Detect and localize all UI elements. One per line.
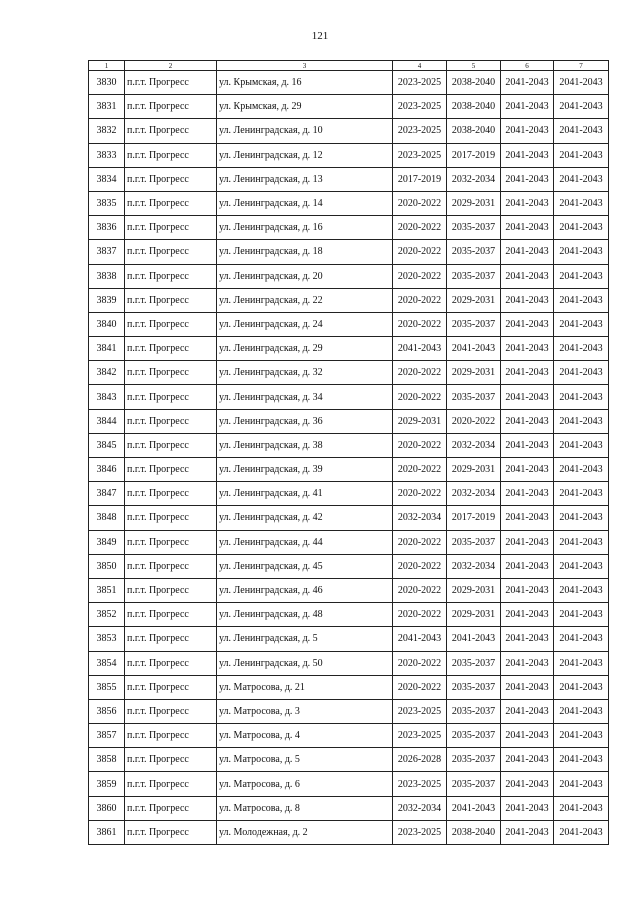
table-row — [89, 772, 609, 796]
settlement-cell: п.г.т. Прогресс — [125, 724, 217, 748]
period-cell: 2032-2034 — [393, 796, 447, 820]
period-cell: 2023-2025 — [393, 724, 447, 748]
row-number: 3840 — [89, 312, 125, 336]
row-number: 3859 — [89, 772, 125, 796]
address-cell: ул. Ленинградская, д. 22 — [217, 288, 393, 312]
period-cell: 2041-2043 — [501, 433, 554, 457]
period-cell: 2041-2043 — [554, 603, 609, 627]
period-cell: 2026-2028 — [393, 748, 447, 772]
address-cell: ул. Крымская, д. 29 — [217, 95, 393, 119]
table-row — [89, 530, 609, 554]
settlement-cell: п.г.т. Прогресс — [125, 796, 217, 820]
period-cell: 2041-2043 — [501, 748, 554, 772]
settlement-cell: п.г.т. Прогресс — [125, 699, 217, 723]
table-row — [89, 409, 609, 433]
address-cell: ул. Матросова, д. 3 — [217, 699, 393, 723]
table-row — [89, 191, 609, 215]
period-cell: 2041-2043 — [554, 191, 609, 215]
period-cell: 2020-2022 — [393, 312, 447, 336]
column-header: 4 — [393, 61, 447, 71]
period-cell: 2041-2043 — [501, 530, 554, 554]
period-cell: 2035-2037 — [447, 240, 501, 264]
address-cell: ул. Матросова, д. 5 — [217, 748, 393, 772]
period-cell: 2023-2025 — [393, 699, 447, 723]
row-number: 3851 — [89, 578, 125, 602]
period-cell: 2020-2022 — [393, 240, 447, 264]
period-cell: 2041-2043 — [501, 627, 554, 651]
column-header: 7 — [554, 61, 609, 71]
table-row — [89, 627, 609, 651]
address-cell: ул. Матросова, д. 4 — [217, 724, 393, 748]
row-number: 3831 — [89, 95, 125, 119]
period-cell: 2041-2043 — [393, 627, 447, 651]
period-cell: 2020-2022 — [393, 288, 447, 312]
period-cell: 2041-2043 — [554, 748, 609, 772]
address-cell: ул. Ленинградская, д. 46 — [217, 578, 393, 602]
settlement-cell: п.г.т. Прогресс — [125, 554, 217, 578]
period-cell: 2041-2043 — [554, 240, 609, 264]
settlement-cell: п.г.т. Прогресс — [125, 433, 217, 457]
period-cell: 2041-2043 — [501, 71, 554, 95]
period-cell: 2041-2043 — [447, 627, 501, 651]
address-cell: ул. Ленинградская, д. 50 — [217, 651, 393, 675]
address-cell: ул. Ленинградская, д. 32 — [217, 361, 393, 385]
row-number: 3839 — [89, 288, 125, 312]
row-number: 3847 — [89, 482, 125, 506]
address-cell: ул. Матросова, д. 8 — [217, 796, 393, 820]
period-cell: 2041-2043 — [501, 603, 554, 627]
period-cell: 2041-2043 — [501, 240, 554, 264]
address-cell: ул. Ленинградская, д. 39 — [217, 458, 393, 482]
period-cell: 2017-2019 — [447, 143, 501, 167]
table-row — [89, 796, 609, 820]
table-row — [89, 578, 609, 602]
column-header: 2 — [125, 61, 217, 71]
row-number: 3844 — [89, 409, 125, 433]
table-body — [89, 71, 609, 845]
address-cell: ул. Ленинградская, д. 16 — [217, 216, 393, 240]
period-cell: 2041-2043 — [554, 699, 609, 723]
settlement-cell: п.г.т. Прогресс — [125, 627, 217, 651]
address-cell: ул. Матросова, д. 21 — [217, 675, 393, 699]
table-row — [89, 337, 609, 361]
period-cell: 2041-2043 — [501, 651, 554, 675]
period-cell: 2038-2040 — [447, 119, 501, 143]
address-cell: ул. Ленинградская, д. 36 — [217, 409, 393, 433]
period-cell: 2035-2037 — [447, 216, 501, 240]
row-number: 3856 — [89, 699, 125, 723]
address-cell: ул. Ленинградская, д. 14 — [217, 191, 393, 215]
period-cell: 2041-2043 — [554, 554, 609, 578]
period-cell: 2035-2037 — [447, 724, 501, 748]
settlement-cell: п.г.т. Прогресс — [125, 167, 217, 191]
address-cell: ул. Ленинградская, д. 44 — [217, 530, 393, 554]
period-cell: 2041-2043 — [554, 312, 609, 336]
settlement-cell: п.г.т. Прогресс — [125, 264, 217, 288]
period-cell: 2041-2043 — [501, 337, 554, 361]
settlement-cell: п.г.т. Прогресс — [125, 385, 217, 409]
settlement-cell: п.г.т. Прогресс — [125, 216, 217, 240]
period-cell: 2041-2043 — [501, 675, 554, 699]
period-cell: 2041-2043 — [554, 578, 609, 602]
period-cell: 2041-2043 — [554, 724, 609, 748]
address-cell: ул. Ленинградская, д. 38 — [217, 433, 393, 457]
address-cell: ул. Крымская, д. 16 — [217, 71, 393, 95]
table-row — [89, 651, 609, 675]
table-row — [89, 361, 609, 385]
period-cell: 2038-2040 — [447, 820, 501, 844]
address-cell: ул. Ленинградская, д. 45 — [217, 554, 393, 578]
period-cell: 2041-2043 — [501, 191, 554, 215]
settlement-cell: п.г.т. Прогресс — [125, 71, 217, 95]
table-row — [89, 119, 609, 143]
table-row — [89, 288, 609, 312]
column-header: 3 — [217, 61, 393, 71]
period-cell: 2041-2043 — [554, 385, 609, 409]
period-cell: 2020-2022 — [393, 651, 447, 675]
period-cell: 2023-2025 — [393, 71, 447, 95]
row-number: 3830 — [89, 71, 125, 95]
period-cell: 2035-2037 — [447, 312, 501, 336]
period-cell: 2032-2034 — [447, 167, 501, 191]
row-number: 3837 — [89, 240, 125, 264]
period-cell: 2041-2043 — [501, 288, 554, 312]
period-cell: 2041-2043 — [447, 337, 501, 361]
period-cell: 2041-2043 — [554, 772, 609, 796]
period-cell: 2020-2022 — [393, 603, 447, 627]
table-row — [89, 699, 609, 723]
period-cell: 2029-2031 — [393, 409, 447, 433]
period-cell: 2023-2025 — [393, 772, 447, 796]
column-header: 1 — [89, 61, 125, 71]
period-cell: 2023-2025 — [393, 95, 447, 119]
row-number: 3858 — [89, 748, 125, 772]
settlement-cell: п.г.т. Прогресс — [125, 651, 217, 675]
row-number: 3834 — [89, 167, 125, 191]
period-cell: 2029-2031 — [447, 361, 501, 385]
period-cell: 2041-2043 — [554, 119, 609, 143]
row-number: 3843 — [89, 385, 125, 409]
period-cell: 2041-2043 — [501, 820, 554, 844]
period-cell: 2035-2037 — [447, 675, 501, 699]
row-number: 3860 — [89, 796, 125, 820]
period-cell: 2041-2043 — [554, 167, 609, 191]
period-cell: 2017-2019 — [393, 167, 447, 191]
period-cell: 2041-2043 — [554, 71, 609, 95]
period-cell: 2032-2034 — [447, 433, 501, 457]
period-cell: 2041-2043 — [501, 458, 554, 482]
settlement-cell: п.г.т. Прогресс — [125, 772, 217, 796]
row-number: 3845 — [89, 433, 125, 457]
table-row — [89, 506, 609, 530]
period-cell: 2041-2043 — [501, 385, 554, 409]
address-cell: ул. Ленинградская, д. 18 — [217, 240, 393, 264]
row-number: 3853 — [89, 627, 125, 651]
settlement-cell: п.г.т. Прогресс — [125, 409, 217, 433]
period-cell: 2020-2022 — [393, 264, 447, 288]
row-number: 3848 — [89, 506, 125, 530]
period-cell: 2020-2022 — [393, 554, 447, 578]
period-cell: 2041-2043 — [501, 361, 554, 385]
period-cell: 2041-2043 — [554, 796, 609, 820]
address-cell: ул. Ленинградская, д. 5 — [217, 627, 393, 651]
row-number: 3850 — [89, 554, 125, 578]
period-cell: 2023-2025 — [393, 143, 447, 167]
row-number: 3841 — [89, 337, 125, 361]
period-cell: 2032-2034 — [447, 554, 501, 578]
period-cell: 2029-2031 — [447, 191, 501, 215]
settlement-cell: п.г.т. Прогресс — [125, 578, 217, 602]
settlement-cell: п.г.т. Прогресс — [125, 119, 217, 143]
address-cell: ул. Ленинградская, д. 24 — [217, 312, 393, 336]
period-cell: 2041-2043 — [554, 337, 609, 361]
settlement-cell: п.г.т. Прогресс — [125, 95, 217, 119]
settlement-cell: п.г.т. Прогресс — [125, 191, 217, 215]
table-row — [89, 71, 609, 95]
period-cell: 2020-2022 — [393, 675, 447, 699]
period-cell: 2041-2043 — [554, 675, 609, 699]
period-cell: 2038-2040 — [447, 95, 501, 119]
address-cell: ул. Ленинградская, д. 12 — [217, 143, 393, 167]
period-cell: 2020-2022 — [393, 530, 447, 554]
period-cell: 2041-2043 — [501, 143, 554, 167]
period-cell: 2020-2022 — [447, 409, 501, 433]
settlement-cell: п.г.т. Прогресс — [125, 820, 217, 844]
row-number: 3852 — [89, 603, 125, 627]
settlement-cell: п.г.т. Прогресс — [125, 482, 217, 506]
period-cell: 2029-2031 — [447, 288, 501, 312]
period-cell: 2032-2034 — [393, 506, 447, 530]
period-cell: 2035-2037 — [447, 772, 501, 796]
period-cell: 2020-2022 — [393, 191, 447, 215]
address-cell: ул. Матросова, д. 6 — [217, 772, 393, 796]
table-row — [89, 143, 609, 167]
period-cell: 2035-2037 — [447, 699, 501, 723]
period-cell: 2041-2043 — [501, 264, 554, 288]
period-cell: 2041-2043 — [501, 312, 554, 336]
period-cell: 2041-2043 — [501, 216, 554, 240]
address-cell: ул. Ленинградская, д. 13 — [217, 167, 393, 191]
row-number: 3849 — [89, 530, 125, 554]
row-number: 3854 — [89, 651, 125, 675]
table-row — [89, 603, 609, 627]
address-cell: ул. Ленинградская, д. 29 — [217, 337, 393, 361]
period-cell: 2041-2043 — [554, 143, 609, 167]
settlement-cell: п.г.т. Прогресс — [125, 288, 217, 312]
period-cell: 2041-2043 — [554, 409, 609, 433]
column-header: 5 — [447, 61, 501, 71]
period-cell: 2032-2034 — [447, 482, 501, 506]
row-number: 3833 — [89, 143, 125, 167]
period-cell: 2041-2043 — [501, 772, 554, 796]
period-cell: 2041-2043 — [554, 433, 609, 457]
table-header-row — [89, 61, 609, 71]
settlement-cell: п.г.т. Прогресс — [125, 312, 217, 336]
period-cell: 2041-2043 — [393, 337, 447, 361]
row-number: 3832 — [89, 119, 125, 143]
period-cell: 2041-2043 — [501, 482, 554, 506]
row-number: 3838 — [89, 264, 125, 288]
table-row — [89, 240, 609, 264]
period-cell: 2041-2043 — [501, 724, 554, 748]
table-row — [89, 385, 609, 409]
settlement-cell: п.г.т. Прогресс — [125, 506, 217, 530]
period-cell: 2035-2037 — [447, 264, 501, 288]
table-row — [89, 675, 609, 699]
period-cell: 2035-2037 — [447, 651, 501, 675]
period-cell: 2029-2031 — [447, 603, 501, 627]
row-number: 3857 — [89, 724, 125, 748]
settlement-cell: п.г.т. Прогресс — [125, 240, 217, 264]
period-cell: 2041-2043 — [501, 409, 554, 433]
period-cell: 2029-2031 — [447, 578, 501, 602]
table-row — [89, 748, 609, 772]
table-row — [89, 458, 609, 482]
period-cell: 2029-2031 — [447, 458, 501, 482]
period-cell: 2020-2022 — [393, 433, 447, 457]
settlement-cell: п.г.т. Прогресс — [125, 748, 217, 772]
period-cell: 2041-2043 — [554, 627, 609, 651]
settlement-cell: п.г.т. Прогресс — [125, 361, 217, 385]
period-cell: 2041-2043 — [554, 651, 609, 675]
period-cell: 2035-2037 — [447, 385, 501, 409]
settlement-cell: п.г.т. Прогресс — [125, 603, 217, 627]
page-number: 121 — [311, 30, 329, 42]
row-number: 3855 — [89, 675, 125, 699]
period-cell: 2017-2019 — [447, 506, 501, 530]
period-cell: 2041-2043 — [501, 167, 554, 191]
period-cell: 2020-2022 — [393, 361, 447, 385]
period-cell: 2020-2022 — [393, 458, 447, 482]
period-cell: 2041-2043 — [501, 506, 554, 530]
settlement-cell: п.г.т. Прогресс — [125, 337, 217, 361]
period-cell: 2041-2043 — [501, 554, 554, 578]
address-cell: ул. Ленинградская, д. 34 — [217, 385, 393, 409]
settlement-cell: п.г.т. Прогресс — [125, 458, 217, 482]
period-cell: 2041-2043 — [554, 288, 609, 312]
row-number: 3842 — [89, 361, 125, 385]
period-cell: 2035-2037 — [447, 748, 501, 772]
table-row — [89, 820, 609, 844]
period-cell: 2041-2043 — [554, 95, 609, 119]
address-cell: ул. Молодежная, д. 2 — [217, 820, 393, 844]
period-cell: 2035-2037 — [447, 530, 501, 554]
table-row — [89, 95, 609, 119]
period-cell: 2020-2022 — [393, 216, 447, 240]
table-row — [89, 433, 609, 457]
period-cell: 2041-2043 — [554, 216, 609, 240]
period-cell: 2041-2043 — [501, 119, 554, 143]
period-cell: 2041-2043 — [554, 458, 609, 482]
address-cell: ул. Ленинградская, д. 20 — [217, 264, 393, 288]
table-row — [89, 264, 609, 288]
period-cell: 2020-2022 — [393, 482, 447, 506]
period-cell: 2041-2043 — [447, 796, 501, 820]
settlement-cell: п.г.т. Прогресс — [125, 530, 217, 554]
address-cell: ул. Ленинградская, д. 42 — [217, 506, 393, 530]
period-cell: 2023-2025 — [393, 820, 447, 844]
period-cell: 2020-2022 — [393, 578, 447, 602]
table-row — [89, 724, 609, 748]
schedule-table — [88, 60, 609, 845]
period-cell: 2023-2025 — [393, 119, 447, 143]
table-row — [89, 167, 609, 191]
table-row — [89, 482, 609, 506]
period-cell: 2020-2022 — [393, 385, 447, 409]
period-cell: 2038-2040 — [447, 71, 501, 95]
row-number: 3836 — [89, 216, 125, 240]
row-number: 3846 — [89, 458, 125, 482]
settlement-cell: п.г.т. Прогресс — [125, 675, 217, 699]
period-cell: 2041-2043 — [501, 699, 554, 723]
column-header: 6 — [501, 61, 554, 71]
address-cell: ул. Ленинградская, д. 10 — [217, 119, 393, 143]
period-cell: 2041-2043 — [501, 796, 554, 820]
period-cell: 2041-2043 — [554, 506, 609, 530]
table-row — [89, 312, 609, 336]
row-number: 3835 — [89, 191, 125, 215]
table-row — [89, 216, 609, 240]
table-row — [89, 554, 609, 578]
period-cell: 2041-2043 — [554, 530, 609, 554]
address-cell: ул. Ленинградская, д. 41 — [217, 482, 393, 506]
address-cell: ул. Ленинградская, д. 48 — [217, 603, 393, 627]
period-cell: 2041-2043 — [501, 95, 554, 119]
period-cell: 2041-2043 — [554, 361, 609, 385]
period-cell: 2041-2043 — [501, 578, 554, 602]
period-cell: 2041-2043 — [554, 820, 609, 844]
row-number: 3861 — [89, 820, 125, 844]
period-cell: 2041-2043 — [554, 264, 609, 288]
period-cell: 2041-2043 — [554, 482, 609, 506]
settlement-cell: п.г.т. Прогресс — [125, 143, 217, 167]
